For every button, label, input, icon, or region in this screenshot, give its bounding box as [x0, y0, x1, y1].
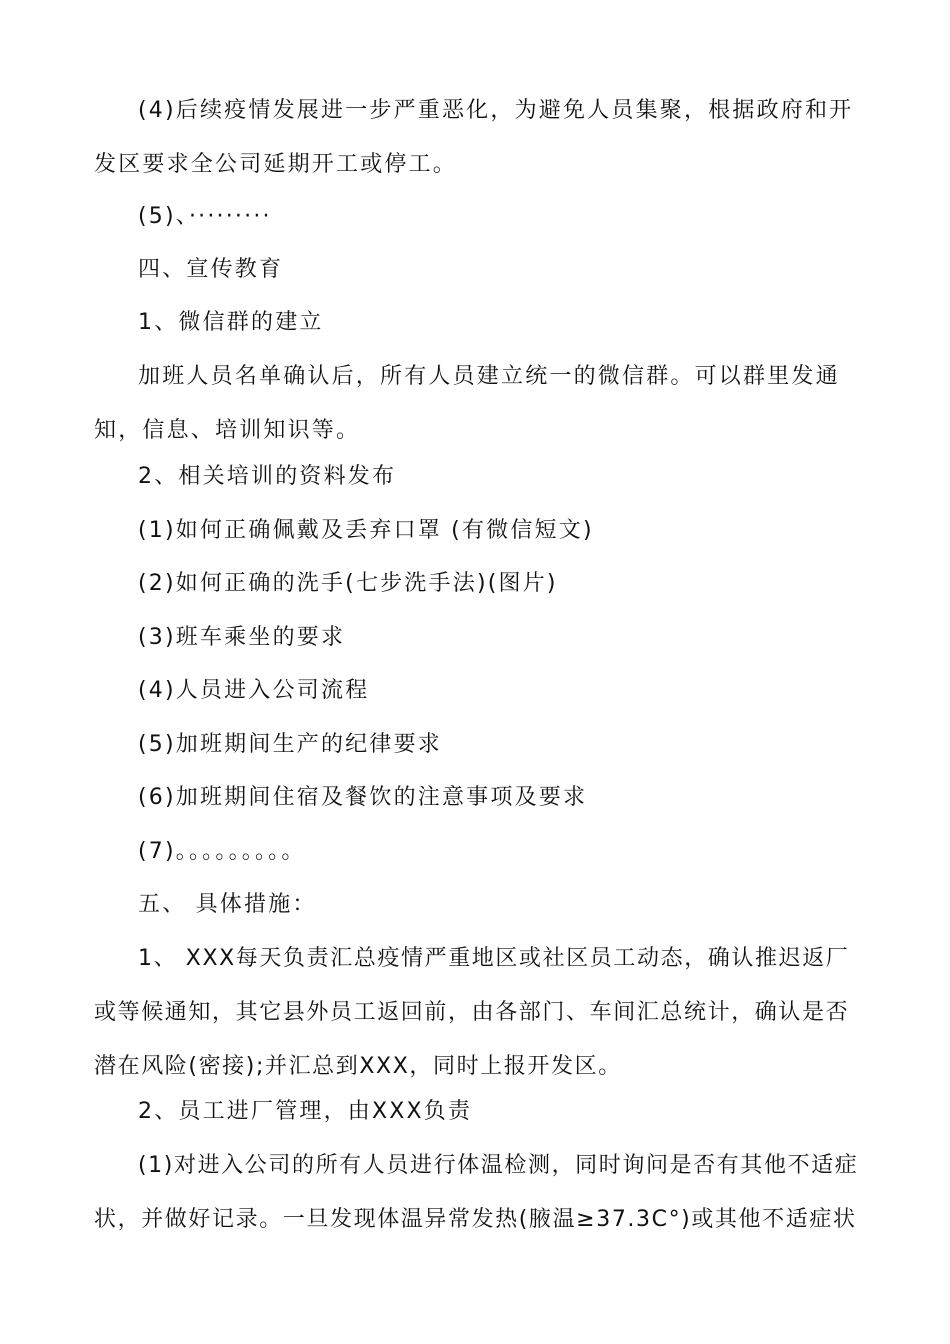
measure-item-2: 2、员工进厂管理，由XXX负责 — [138, 1099, 473, 1124]
section-heading-4: 四、宣传教育 — [138, 257, 284, 282]
subheading-wechat-group: 1、微信群的建立 — [138, 310, 324, 335]
training-item-2: (2)如何正确的洗手(七步洗手法)(图片) — [138, 571, 558, 596]
paragraph-item-5-ellipsis: (5)、········· — [138, 204, 272, 229]
training-item-3: (3)班车乘坐的要求 — [138, 625, 346, 650]
entry-check-item-1: (1)对进入公司的所有人员进行体温检测，同时询问是否有其他不适症状，并做好记录。一旦发现体温异常发热(腋温≥37.3C°)或其他不适症状 — [94, 1153, 859, 1232]
paragraph-wechat-group: 加班人员名单确认后，所有人员建立统一的微信群。可以群里发通知，信息、培训知识等。 — [94, 364, 840, 443]
section-heading-5: 五、 具体措施： — [138, 892, 317, 917]
training-item-1: (1)如何正确佩戴及丢弃口罩 (有微信短文) — [138, 518, 594, 543]
measure-item-1: 1、 XXX每天负责汇总疫情严重地区或社区员工动态，确认推迟返厂或等候通知，其它县外员工返回前，由各部门、车间汇总统计，确认是否潜在风险(密接);并汇总到XXX，同时上报开发区。 — [94, 946, 850, 1079]
training-item-4: (4)人员进入公司流程 — [138, 678, 370, 703]
training-item-6: (6)加班期间住宿及餐饮的注意事项及要求 — [138, 785, 588, 810]
subheading-training-materials: 2、相关培训的资料发布 — [138, 464, 397, 489]
paragraph-item-4-follow-up: (4)后续疫情发展进一步严重恶化，为避免人员集聚，根据政府和开发区要求全公司延期开工或停工。 — [94, 98, 854, 177]
training-item-7: (7)。。。。。。。。。 — [138, 839, 306, 864]
training-item-5: (5)加班期间生产的纪律要求 — [138, 732, 442, 757]
